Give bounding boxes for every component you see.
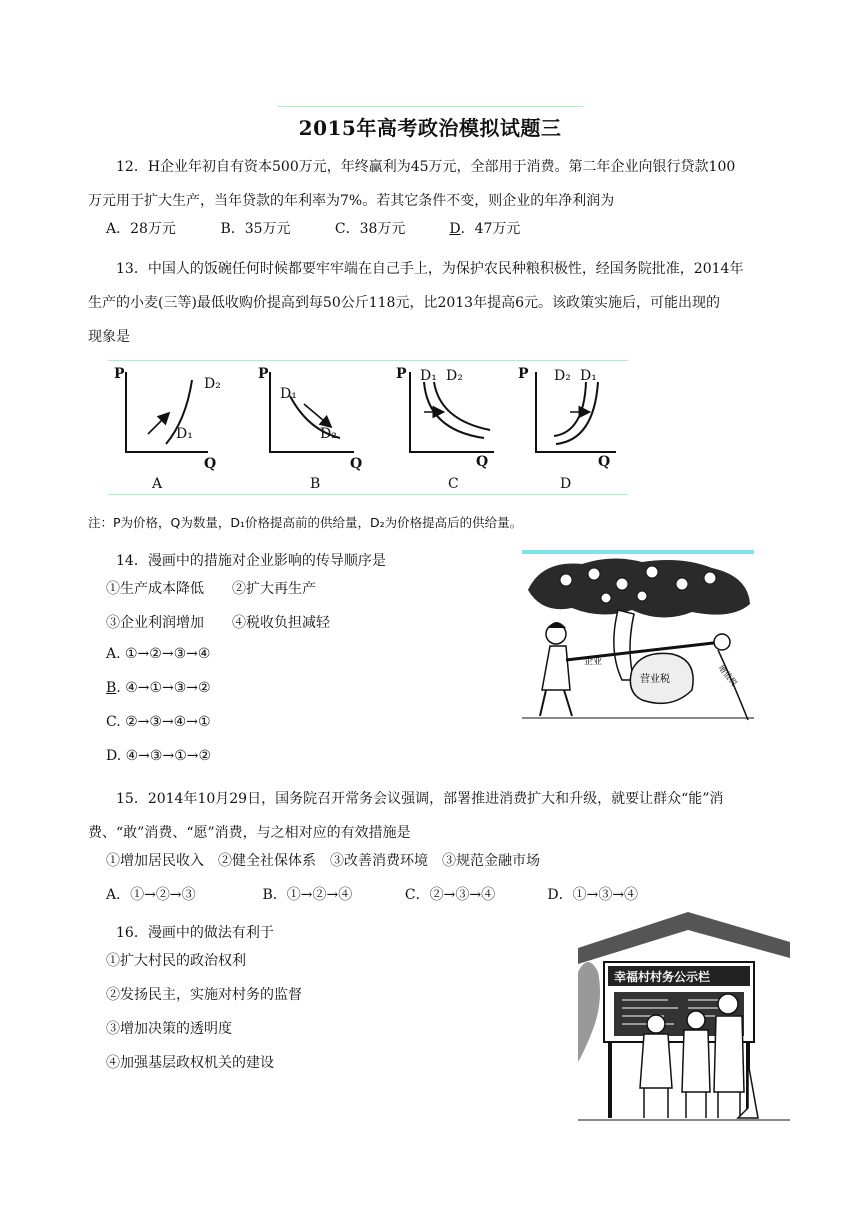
q16-item-3: ③增加决策的透明度 [106,1021,232,1037]
q15-items: ①增加居民收入 ②健全社保体系 ③改善消费环境 ③规范金融市场 [106,853,540,869]
graph-d-d1: D₁ [580,368,597,384]
q15-options [106,884,638,904]
q14-option-c[interactable]: C. ②→③→④→① [106,714,211,730]
graph-b-p-label: P [258,366,269,382]
q14-stem: 14．漫画中的措施对企业影响的传导顺序是 [116,553,386,569]
graph-b-label: B [310,476,321,492]
q12-options [106,218,520,238]
q14-option-b-letter: B [106,680,117,696]
q14-option-b-text: . ④→①→③→② [116,680,211,696]
q15-option-a[interactable]: A．①→②→③ [106,887,196,903]
graph-c-axes [410,372,494,452]
graph-d-d2: D₂ [554,368,571,384]
q14-option-a[interactable]: A. ①→②→③→④ [106,646,211,662]
q12-option-c[interactable]: C．38万元 [334,221,406,237]
q14-items-1: ①生产成本降低 ②扩大再生产 [106,581,316,597]
graph-a-d1: D₁ [176,426,193,442]
tax-cartoon-image [522,550,754,724]
q16-cartoon [578,912,790,1124]
q13-stem-line1: 13．中国人的饭碗任何时候都要牢牢端在自己手上，为保护农民种粮积极性，经国务院批准，2014年 [116,261,744,277]
village-cartoon-image [578,912,790,1124]
q13-note: 注：P为价格，Q为数量，D₁价格提高前的供给量，D₂为价格提高后的供给量。 [88,515,523,530]
graph-a-arrow [148,414,168,434]
cartoon-enterprise-label: 企业 [584,657,603,667]
q16-item-1: ①扩大村民的政治权利 [106,953,246,969]
q12-option-d[interactable] [449,218,520,238]
graph-b-d2: D₂ [320,426,337,442]
graph-d-curve1 [554,382,586,436]
graph-c-curve1 [424,382,484,438]
graph-c-curve2 [434,382,490,430]
graph-a-d2: D₂ [204,376,221,392]
village-sign-text: 幸福村村务公示栏 [614,970,711,984]
graph-b-q-label: Q [350,456,363,472]
q12-option-b[interactable]: B．35万元 [220,221,291,237]
graph-b-axes [270,372,354,452]
q12-stem-line1: 12．H企业年初自有资本500万元，年终赢利为45万元，全部用于消费。第二年企业向银行贷款100 [116,159,736,175]
q13-graphs [108,360,628,495]
q16-item-4: ④加强基层政权机关的建设 [106,1055,274,1071]
q12-option-d-text: ．47万元 [460,221,521,237]
graph-d-label: D [560,476,572,492]
graph-c-p-label: P [396,366,407,382]
graph-a-q-label: Q [204,456,217,472]
q12-stem-line2: 万元用于扩大生产，当年贷款的年利率为7%。若其它条件不变，则企业的年净利润为 [88,193,615,209]
title-underline [278,106,583,107]
graph-b-d1: D₁ [280,386,297,402]
q12-option-d-letter: D [449,221,461,237]
graph-c-d2: D₂ [446,368,463,384]
graph-d-p-label: P [518,366,529,382]
q14-option-d[interactable]: D. ④→③→①→② [106,748,212,764]
q12-option-a[interactable]: A．28万元 [106,221,176,237]
q14-cartoon [522,550,754,724]
q14-items-2: ③企业利润增加 ④税收负担减轻 [106,615,330,631]
q16-item-2: ②发扬民主，实施对村务的监督 [106,987,302,1003]
graph-b-arrow [304,404,330,426]
q15-option-b[interactable]: B．①→②→④ [262,887,353,903]
page-title: 2015年高考政治模拟试题三 [298,116,562,140]
q15-stem-line2: 费、“敢”消费、“愿”消费，与之相对应的有效措施是 [88,825,411,841]
q13-stem-line2: 生产的小麦(三等)最低收购价提高到每50公斤118元，比2013年提高6元。该政策实施后，可能出现的 [88,295,720,311]
graph-c-label: C [448,476,459,492]
q16-stem: 16．漫画中的做法有利于 [116,925,274,941]
q13-stem-line3: 现象是 [88,329,130,345]
graph-a-axes [126,372,208,452]
graph-c-d1: D₁ [420,368,437,384]
cartoon-vat-label: 增值税 [716,663,739,688]
graph-d-q-label: Q [598,454,611,470]
graph-c-q-label: Q [476,454,489,470]
graph-a-p-label: P [114,366,125,382]
q15-stem-line1: 15．2014年10月29日，国务院召开常务会议强调，部署推进消费扩大和升级，就要让群众“能”消 [116,791,724,807]
q14-option-b[interactable] [106,680,211,696]
graph-a-label: A [152,476,163,492]
q15-option-d[interactable]: D．①→③→④ [547,887,639,903]
cartoon-tax-label: 营业税 [640,674,670,685]
q15-option-c[interactable]: C．②→③→④ [404,887,496,903]
